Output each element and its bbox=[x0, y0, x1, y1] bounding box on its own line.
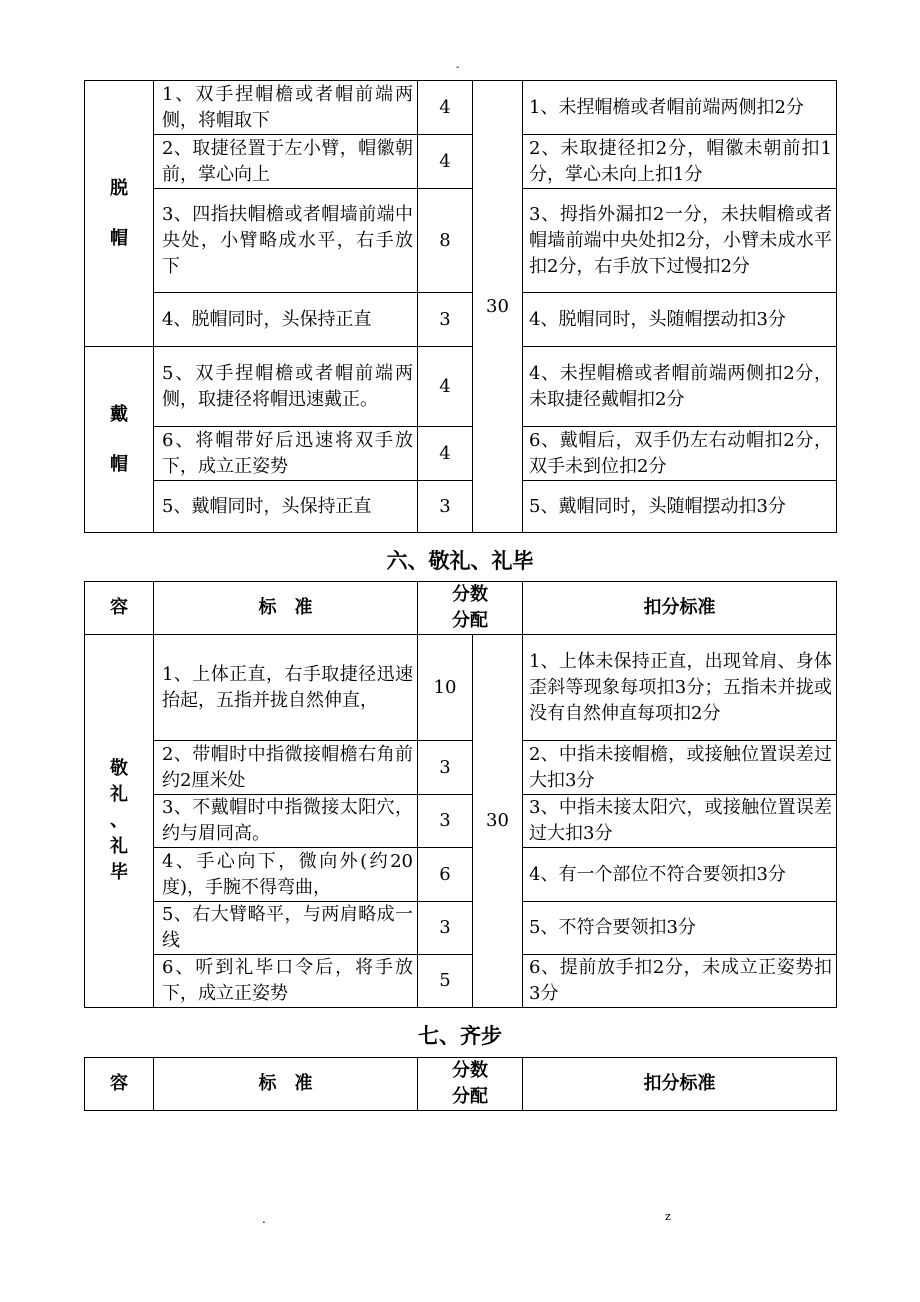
header-deduction: 扣分标准 bbox=[523, 582, 837, 635]
deduction-cell: 6、戴帽后，双手仍左右动帽扣2分，双手未到位扣2分 bbox=[523, 427, 837, 481]
header-standard: 标 准 bbox=[154, 582, 418, 635]
points-cell: 3 bbox=[418, 741, 473, 795]
points-cell: 3 bbox=[418, 293, 473, 347]
table-row bbox=[85, 635, 837, 741]
standard-cell: 5、戴帽同时，头保持正直 bbox=[154, 481, 418, 533]
deduction-cell: 3、拇指外漏扣2一分，未扶帽檐或者帽墙前端中央处扣2分，小臂未成水平扣2分，右手放下过慢扣2分 bbox=[523, 189, 837, 293]
table-row bbox=[85, 427, 837, 481]
deduction-cell: 2、未取捷径扣2分，帽徽未朝前扣1分，掌心未向上扣1分 bbox=[523, 135, 837, 189]
category-wear-cap: 戴 帽 bbox=[85, 347, 154, 533]
standard-cell: 6、将帽带好后迅速将双手放下，成立正姿势 bbox=[154, 427, 418, 481]
page-footer-left: . bbox=[262, 1212, 266, 1226]
standard-cell: 1、双手捏帽檐或者帽前端两侧，将帽取下 bbox=[154, 81, 418, 135]
points-cell: 8 bbox=[418, 189, 473, 293]
deduction-cell: 3、中指未接太阳穴，或接触位置误差过大扣3分 bbox=[523, 795, 837, 848]
table-row bbox=[85, 347, 837, 427]
cap-table bbox=[84, 80, 837, 533]
table-row bbox=[85, 795, 837, 848]
deduction-cell: 1、上体未保持正直，出现耸肩、身体歪斜等现象每项扣3分；五指未并拢或没有自然伸直每项扣2分 bbox=[523, 635, 837, 741]
standard-cell: 5、双手捏帽檐或者帽前端两侧，取捷径将帽迅速戴正。 bbox=[154, 347, 418, 427]
deduction-cell: 4、未捏帽檐或者帽前端两侧扣2分，未取捷径戴帽扣2分 bbox=[523, 347, 837, 427]
standard-cell: 4、手心向下，微向外(约20度)，手腕不得弯曲， bbox=[154, 848, 418, 902]
standard-cell: 3、不戴帽时中指微接太阳穴，约与眉同高。 bbox=[154, 795, 418, 848]
total-score-cell: 30 bbox=[473, 81, 523, 533]
points-cell: 4 bbox=[418, 347, 473, 427]
section-title-salute: 六、敬礼、礼毕 bbox=[386, 549, 534, 573]
page-footer-right: z bbox=[665, 1210, 671, 1223]
category-salute: 敬 礼 、 礼 毕 bbox=[85, 635, 154, 1008]
points-cell: 3 bbox=[418, 481, 473, 533]
standard-cell: 1、上体正直，右手取捷径迅速抬起，五指并拢自然伸直， bbox=[154, 635, 418, 741]
table-row bbox=[85, 741, 837, 795]
deduction-cell: 6、提前放手扣2分，未成立正姿势扣3分 bbox=[523, 955, 837, 1008]
header-deduction: 扣分标准 bbox=[523, 1058, 837, 1111]
table-row bbox=[85, 135, 837, 189]
points-cell: 3 bbox=[418, 902, 473, 955]
points-cell: 10 bbox=[418, 635, 473, 741]
deduction-cell: 2、中指未接帽檐，或接触位置误差过大扣3分 bbox=[523, 741, 837, 795]
table-header-row bbox=[85, 582, 837, 635]
category-remove-cap: 脱 帽 bbox=[85, 81, 154, 347]
section-title-march: 七、齐步 bbox=[418, 1024, 502, 1048]
table-row bbox=[85, 481, 837, 533]
deduction-cell: 5、戴帽同时，头随帽摆动扣3分 bbox=[523, 481, 837, 533]
standard-cell: 2、取捷径置于左小臂，帽徽朝前，掌心向上 bbox=[154, 135, 418, 189]
table-row bbox=[85, 955, 837, 1008]
table-header-row bbox=[85, 1058, 837, 1111]
table-row bbox=[85, 293, 837, 347]
deduction-cell: 5、不符合要领扣3分 bbox=[523, 902, 837, 955]
page-header-mark: - bbox=[456, 62, 460, 73]
points-cell: 4 bbox=[418, 135, 473, 189]
points-cell: 5 bbox=[418, 955, 473, 1008]
standard-cell: 4、脱帽同时，头保持正直 bbox=[154, 293, 418, 347]
standard-cell: 6、听到礼毕口令后，将手放下，成立正姿势 bbox=[154, 955, 418, 1008]
points-cell: 4 bbox=[418, 81, 473, 135]
standard-cell: 5、右大臂略平，与两肩略成一线 bbox=[154, 902, 418, 955]
march-table bbox=[84, 1057, 837, 1111]
deduction-cell: 4、有一个部位不符合要领扣3分 bbox=[523, 848, 837, 902]
header-content: 容 bbox=[85, 582, 154, 635]
header-content: 容 bbox=[85, 1058, 154, 1111]
table-row bbox=[85, 81, 837, 135]
points-cell: 6 bbox=[418, 848, 473, 902]
points-cell: 4 bbox=[418, 427, 473, 481]
salute-table bbox=[84, 581, 837, 1008]
header-standard: 标 准 bbox=[154, 1058, 418, 1111]
table-row bbox=[85, 848, 837, 902]
points-cell: 3 bbox=[418, 795, 473, 848]
standard-cell: 2、带帽时中指微接帽檐右角前约2厘米处 bbox=[154, 741, 418, 795]
total-score-cell: 30 bbox=[473, 635, 523, 1008]
deduction-cell: 1、未捏帽檐或者帽前端两侧扣2分 bbox=[523, 81, 837, 135]
table-row bbox=[85, 902, 837, 955]
deduction-cell: 4、脱帽同时，头随帽摆动扣3分 bbox=[523, 293, 837, 347]
table-row bbox=[85, 189, 837, 293]
standard-cell: 3、四指扶帽檐或者帽墙前端中央处，小臂略成水平，右手放下 bbox=[154, 189, 418, 293]
header-score: 分数 分配 bbox=[418, 1058, 523, 1111]
header-score: 分数 分配 bbox=[418, 582, 523, 635]
